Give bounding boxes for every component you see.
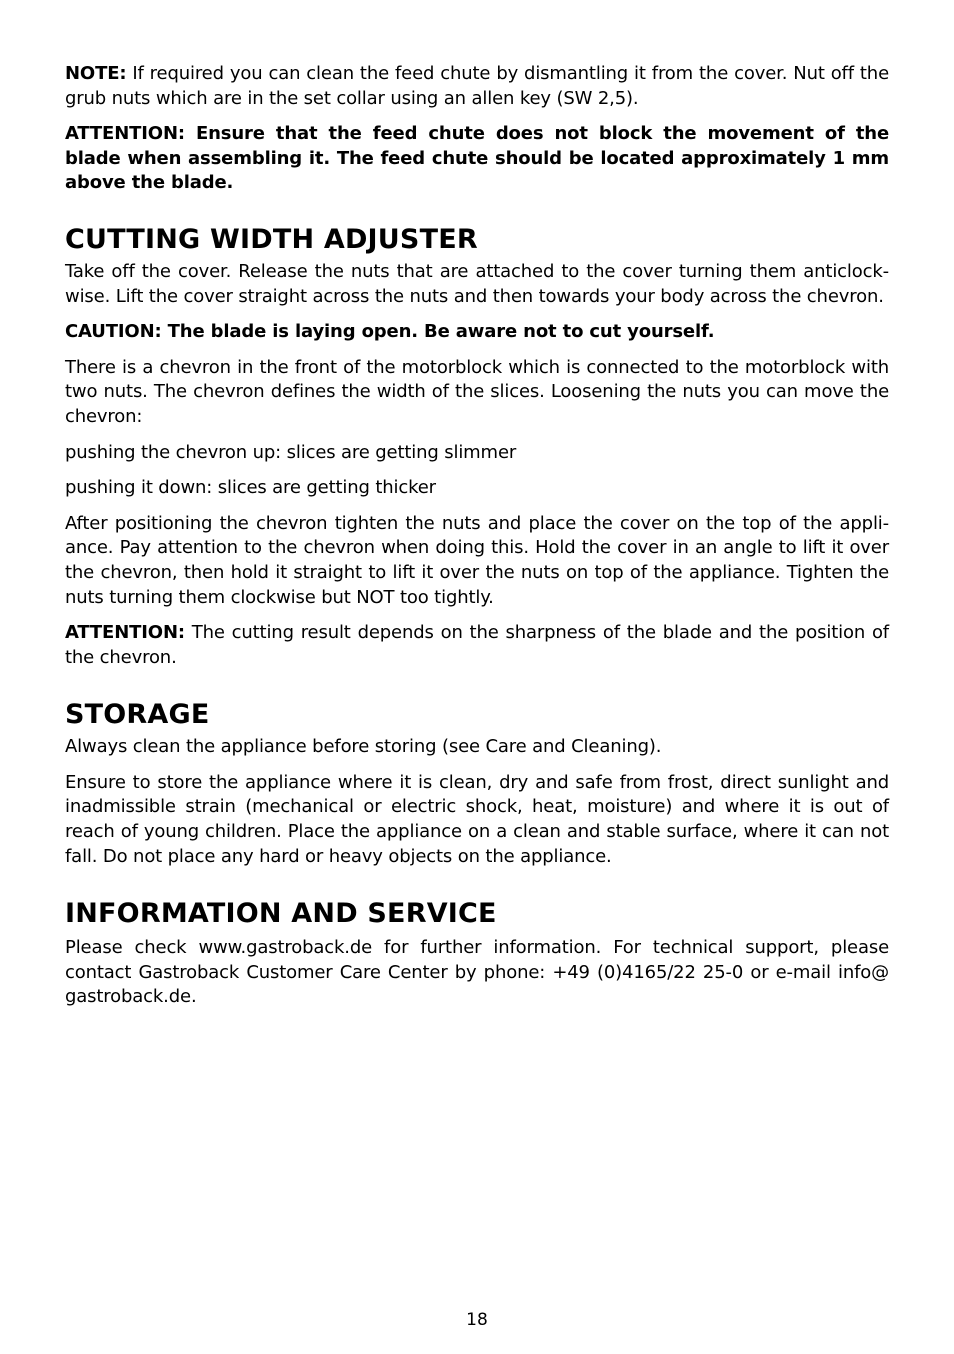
heading-cutting-width-adjuster: CUTTING WIDTH ADJUSTER: [65, 223, 478, 255]
attention-feed-chute: ATTENTION: Ensure that the feed chute does not block the movement of the blade when assembling it. The feed chute should be located approximately 1 mm above the blade.: [65, 123, 889, 194]
storage-paragraph-2: Ensure to store the appliance where it is clean, dry and safe from frost, direct sunlight and inadmissible strain (mechanical or electric shock, heat, moisture) and where it is out of reach of young children. Place the appliance on a clean and stable surface, where it can not fall. Do not place any hard or heavy objects on the appliance.: [65, 771, 889, 867]
cutting-attention-text: The cutting result depends on the sharpness of the blade and the position of the chevron.: [65, 622, 889, 668]
page-content: [65, 62, 889, 1021]
info-paragraph-1: Please check www.gastroback.de for further information. For technical support, please contact Gastroback Customer Care Center by phone: +49 (0)4165/22 25-0 or e-mail info@ gastroback.de.: [65, 937, 889, 1008]
cutting-attention-paragraph: [65, 621, 889, 670]
cutting-attention-label: ATTENTION:: [65, 622, 185, 644]
page-number: 18: [466, 1310, 488, 1330]
storage-paragraph-1: Always clean the appliance before storing (see Care and Cleaning).: [65, 736, 662, 758]
cutting-paragraph-3: pushing the chevron up: slices are getting slimmer: [65, 441, 517, 463]
note-paragraph: [65, 62, 889, 111]
heading-storage: STORAGE: [65, 699, 210, 731]
note-label: NOTE:: [65, 63, 127, 84]
cutting-paragraph-4: pushing it down: slices are getting thicker: [65, 477, 436, 499]
note-text: If required you can clean the feed chute by dismantling it from the cover. Nut off the grub nuts which are in the set collar using an allen key (SW 2,5).: [65, 63, 889, 109]
cutting-paragraph-1: Take off the cover. Release the nuts that are attached to the cover turning them anticlock-wise. Lift the cover straight across the nuts and then towards your body across the chevron.: [65, 260, 889, 307]
cutting-paragraph-2: There is a chevron in the front of the motorblock which is connected to the motorblock with two nuts. The chevron defines the width of the slices. Loosening the nuts you can move the chevron:: [65, 356, 889, 427]
cutting-paragraph-5: After positioning the chevron tighten the nuts and place the cover on the top of the appli-ance. Pay attention to the chevron when doing this. Hold the cover in an angle to lift it over the chevron, then hold it straight to lift it over the nuts on top of the appliance. Tighten the nuts turning them clockwise but NOT too tightly.: [65, 512, 889, 608]
caution-blade: CAUTION: The blade is laying open. Be aware not to cut yourself.: [65, 321, 715, 343]
heading-information-and-service: INFORMATION AND SERVICE: [65, 898, 497, 930]
